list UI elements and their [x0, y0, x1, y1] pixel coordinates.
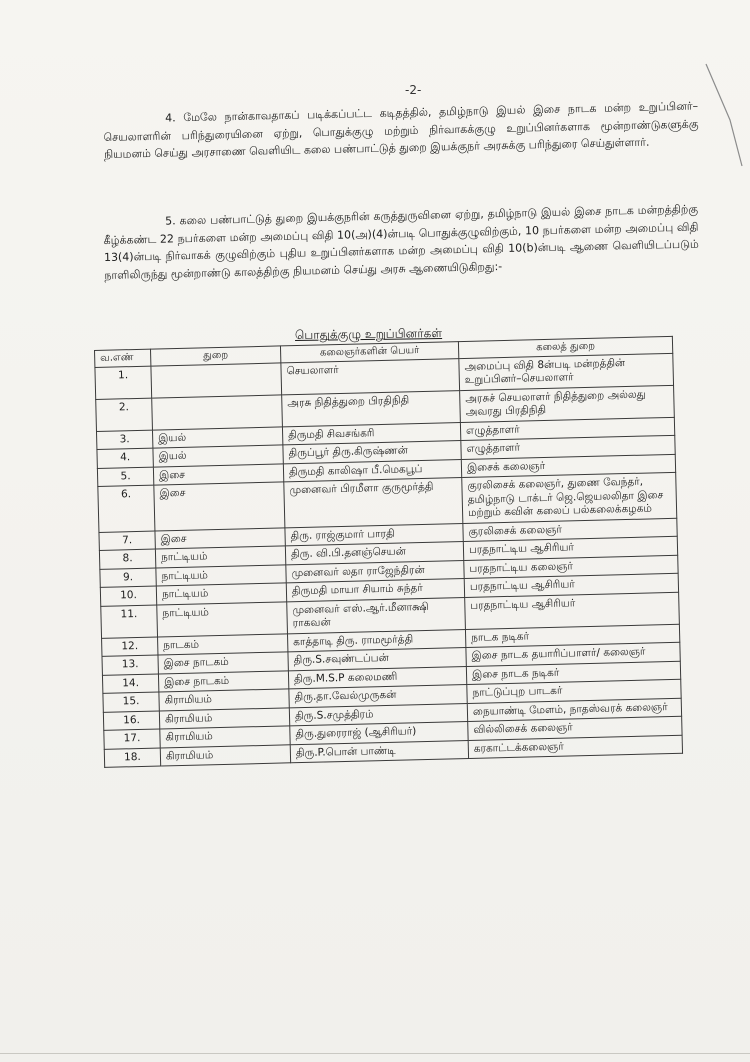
row-art-field: கரகாட்டக்கலைஞர் [468, 735, 682, 759]
row-artist-name: திரு. ராஜ்குமார் பாரதி [285, 523, 463, 546]
row-field: இசை [153, 463, 283, 485]
row-art-field: நாட்டுப்புற பாடகர் [467, 679, 681, 703]
members-table [94, 336, 683, 768]
row-art-field: எழுத்தாளர் [461, 435, 675, 459]
row-serial: 11. [101, 605, 158, 638]
row-artist-name: திரு.S.சமுத்திரம் [289, 703, 467, 726]
row-field: இசை [154, 482, 285, 531]
row-artist-name: முனைவர் எஸ்.ஆர்.மீனாக்ஷி ராகவன் [287, 597, 466, 633]
page-number: -2- [405, 83, 422, 97]
row-artist-name: திருமதி காலிஷா பீ.மெகபூப் [283, 459, 461, 482]
row-art-field: நாடக நடிகர் [465, 624, 679, 648]
row-artist-name: திரு. வி.பி.தனஞ்செயன் [285, 542, 463, 565]
row-field: இயல் [152, 426, 282, 448]
row-serial: 16. [103, 711, 159, 731]
row-artist-name: திருமதி மாயா சியாம் சுந்தர் [286, 579, 464, 602]
row-field: நாட்டியம் [156, 583, 286, 605]
row-art-field: நையாண்டி மேளம், நாதஸ்வரக் கலைஞர் [467, 698, 681, 722]
row-serial: 18. [104, 748, 160, 768]
row-artist-name: திரு.M.S.P கலைமணி [288, 666, 466, 689]
row-artist-name: திரு.தா.வேல்முருகன் [289, 684, 467, 707]
row-field: நாட்டியம் [156, 564, 286, 586]
row-serial: 14. [102, 674, 158, 694]
row-serial: 4. [97, 448, 153, 468]
row-field: நாடகம் [158, 633, 288, 655]
row-serial: 10. [100, 586, 156, 606]
row-serial: 12. [102, 637, 158, 657]
scan-edge-line [0, 1053, 750, 1054]
row-field: இயல் [153, 445, 283, 467]
row-art-field: எழுத்தாளர் [460, 417, 674, 441]
row-art-field: வில்லிசைக் கலைஞர் [468, 716, 682, 740]
paragraph-4: 4. மேலே நான்காவதாகப் படிக்கப்பட்ட கடிதத்தில், தமிழ்நாடு இயல் இசை நாடக மன்ற உறுப்பினர்–செயலாளரின் பரிந்துரையினை ஏற்று, பொதுக்குழு மற்றும் நிர்வாகக்குழு உறுப்பினர்களாக மூன்றாண்டுகளுக்கு நியமனம் செய்து அரசாணை வெளியிட கலை பண்பாட்டுத் துறை இயக்குநர் அரசுக்கு பரிந்துரை செய்துள்ளார். [103, 99, 699, 161]
row-art-field: அமைப்பு விதி 8ன்படி மன்றத்தின் உறுப்பினர்–செயலாளர் [459, 353, 674, 390]
row-serial: 15. [103, 692, 159, 712]
table-title: பொதுக்குழு உறுப்பினர்கள் [294, 325, 443, 343]
row-artist-name: திரு.P.பொன் பாண்டி [290, 740, 468, 763]
header-field: துறை [150, 346, 280, 366]
row-field: கிராமியம் [160, 726, 290, 748]
row-field: நாட்டியம் [157, 601, 288, 636]
scan-fold-mark [704, 60, 744, 170]
row-field: நாட்டியம் [155, 546, 285, 568]
row-field: இசை நாடகம் [158, 670, 288, 692]
table-body [95, 353, 683, 768]
row-artist-name: முனைவர் பிரமீளா குருமூர்த்தி [284, 478, 463, 528]
row-serial: 7. [99, 531, 155, 551]
row-art-field: பரதநாட்டிய ஆசிரியர் [463, 536, 677, 560]
row-field: கிராமியம் [160, 744, 290, 766]
row-serial: 1. [95, 366, 152, 399]
row-field: இசை நாடகம் [158, 652, 288, 674]
row-artist-name: திருமதி சிவசங்கரி [282, 422, 460, 445]
row-serial: 13. [102, 655, 158, 675]
row-artist-name: அரசு நிதித்துறை பிரதிநிதி [282, 390, 461, 426]
members-table-wrapper [94, 336, 683, 768]
row-artist-name: காத்தாடி திரு. ராமமூர்த்தி [287, 629, 465, 652]
header-artist-name: கலைஞர்களின் பெயர் [280, 342, 458, 363]
row-field: இசை [155, 527, 285, 549]
paragraph-5: 5. கலை பண்பாட்டுத் துறை இயக்குநரின் கருத்துருவினை ஏற்று, தமிழ்நாடு இயல் இசை நாடக மன்றத்திற்கு கீழ்க்கண்ட 22 நபர்களை மன்ற அமைப்பு விதி 10(அ)(4)ன்படி பொதுக்குழுவிற்கும், 10 நபர்களை மன்ற அமைப்பு விதி 13(4)ன்படி நிர்வாகக் குழுவிற்கும் புதிய உறுப்பினர்களாக மன்ற அமைப்பு விதி 10(b)ன்படி ஆணை வெளியிடப்படும் நாளிலிருந்து மூன்றாண்டு காலத்திற்கு நியமனம் செய்து அரசு ஆணையிடுகிறது:- [103, 202, 699, 282]
row-art-field: பரதநாட்டிய ஆசிரியர் [464, 573, 678, 597]
row-serial: 9. [100, 568, 156, 588]
row-serial: 17. [104, 729, 160, 749]
row-field [152, 394, 283, 429]
row-serial: 2. [96, 398, 153, 431]
row-serial: 8. [99, 549, 155, 569]
row-art-field: இசை நாடக நடிகர் [466, 661, 680, 685]
row-artist-name: திரு.S.சவுண்டப்பன் [288, 648, 466, 671]
row-art-field: பரதநாட்டிய ஆசிரியர் [465, 592, 680, 629]
row-field: கிராமியம் [159, 707, 289, 729]
row-artist-name: முனைவர் லதா ராஜேந்திரன் [286, 560, 464, 583]
header-art-field: கலைத் துறை [458, 336, 672, 358]
row-artist-name: திரு.துரைராஜ் (ஆசிரியர்) [290, 721, 468, 744]
row-artist-name: செயலாளர் [281, 358, 460, 394]
row-field [151, 362, 282, 397]
row-art-field: குரலிசைக் கலைஞர் [463, 518, 677, 542]
row-serial: 6. [98, 485, 155, 532]
row-art-field: குரலிசைக் கலைஞர், துணை வேந்தர், தமிழ்நாடு டாக்டர் ஜெ.ஜெயலலிதா இசை மற்றும் கவின் கலைப் பல்கலைக்கழகம் [462, 472, 677, 523]
row-art-field: இசை நாடக தயாரிப்பாளர்/ கலைஞர் [466, 642, 680, 666]
row-field: கிராமியம் [159, 689, 289, 711]
row-serial: 3. [96, 430, 152, 450]
row-art-field: இசைக் கலைஞர் [461, 454, 675, 478]
row-serial: 5. [97, 467, 153, 487]
row-artist-name: திருப்பூர் திரு.கிருஷ்ணன் [283, 441, 461, 464]
row-art-field: பரதநாட்டிய கலைஞர் [464, 555, 678, 579]
header-serial: வ.எண் [95, 349, 151, 367]
row-art-field: அரசுச் செயலாளர் நிதித்துறை அல்லது அவரது பிரதிநிதி [460, 385, 675, 422]
